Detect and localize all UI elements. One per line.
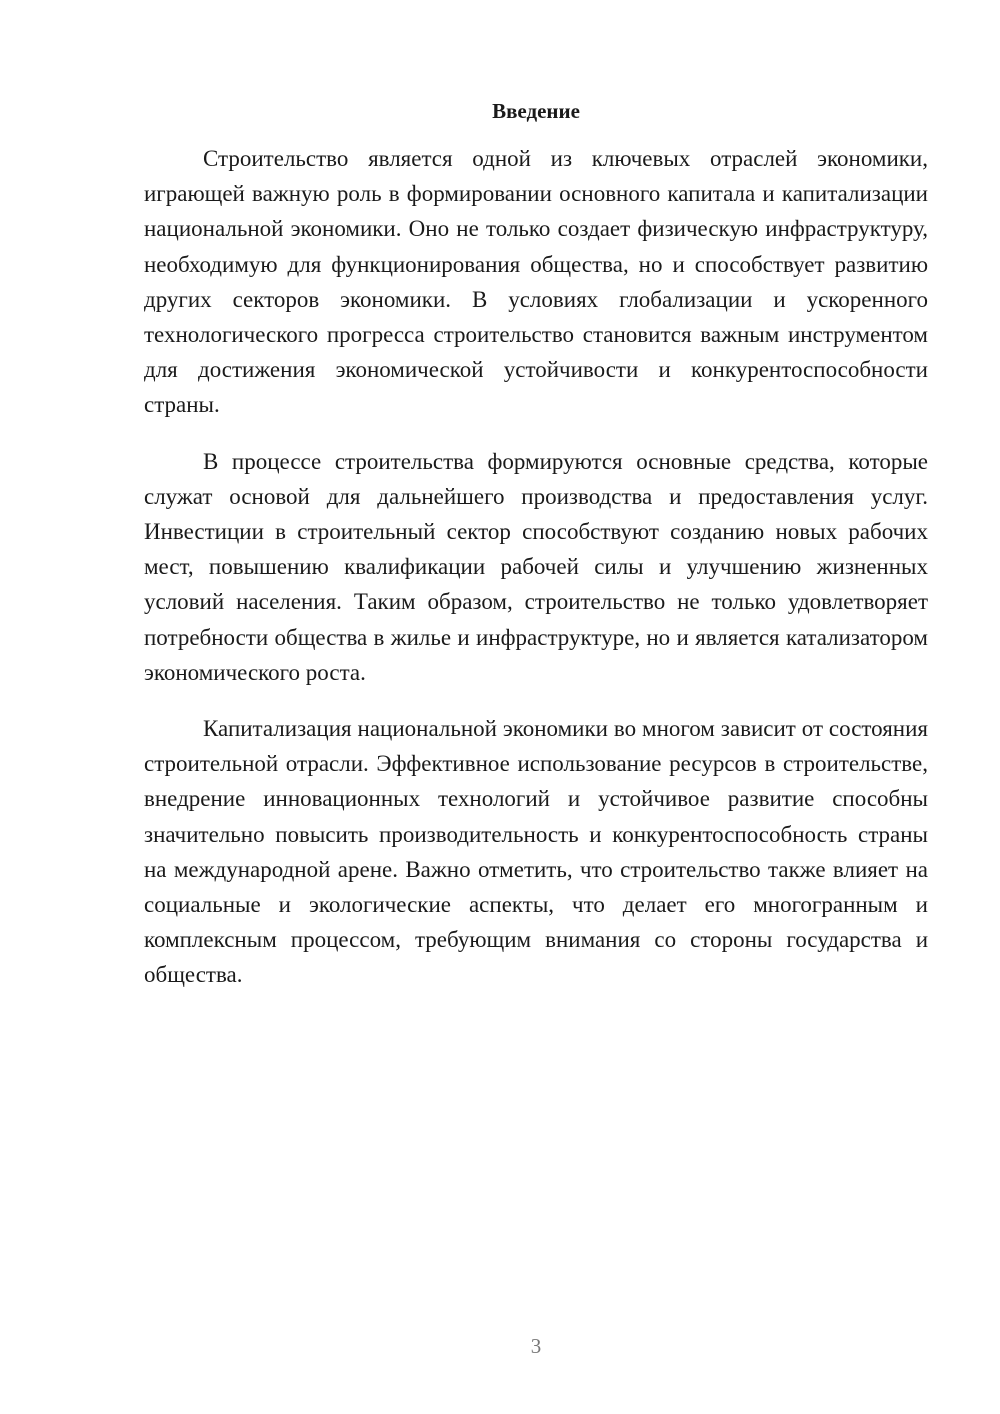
- paragraph-1: Строительство является одной из ключевых отраслей экономики, играющей важную роль в формировании основного капитала и капитализации национальной экономики. Оно не только создает физическую инфраструктуру, необходимую для функционирования общества, но и способствует развитию других секторов экономики. В условиях глобализации и ускоренного технологического прогресса строительство становится важным инструментом для достижения экономической устойчивости и конкурентоспособности страны.: [144, 146, 928, 418]
- paragraph-2: В процессе строительства формируются основные средства, которые служат основой для дальнейшего производства и предоставления услуг. Инвестиции в строительный сектор способствуют созданию новых рабочих мест, повышению квалификации рабочей силы и улучшению жизненных условий населения. Таким образом, строительство не только удовлетворяет потребности общества в жилье и инфраструктуре, но и является катализатором экономического роста.: [144, 448, 928, 685]
- section-heading: Введение: [492, 99, 580, 123]
- paragraph-3: Капитализация национальной экономики во многом зависит от состояния строительной отрасли. Эффективное использование ресурсов в строительстве, внедрение инновационных технологий и устойчивое развитие способны значительно повысить производительность и конкурентоспособность страны на международной арене. Важно отметить, что строительство также влияет на социальные и экологические аспекты, что делает его многогранным и комплексным процессом, требующим внимания со стороны государства и общества.: [144, 716, 928, 988]
- body-text: [144, 141, 928, 1014]
- page-number: 3: [530, 1334, 542, 1358]
